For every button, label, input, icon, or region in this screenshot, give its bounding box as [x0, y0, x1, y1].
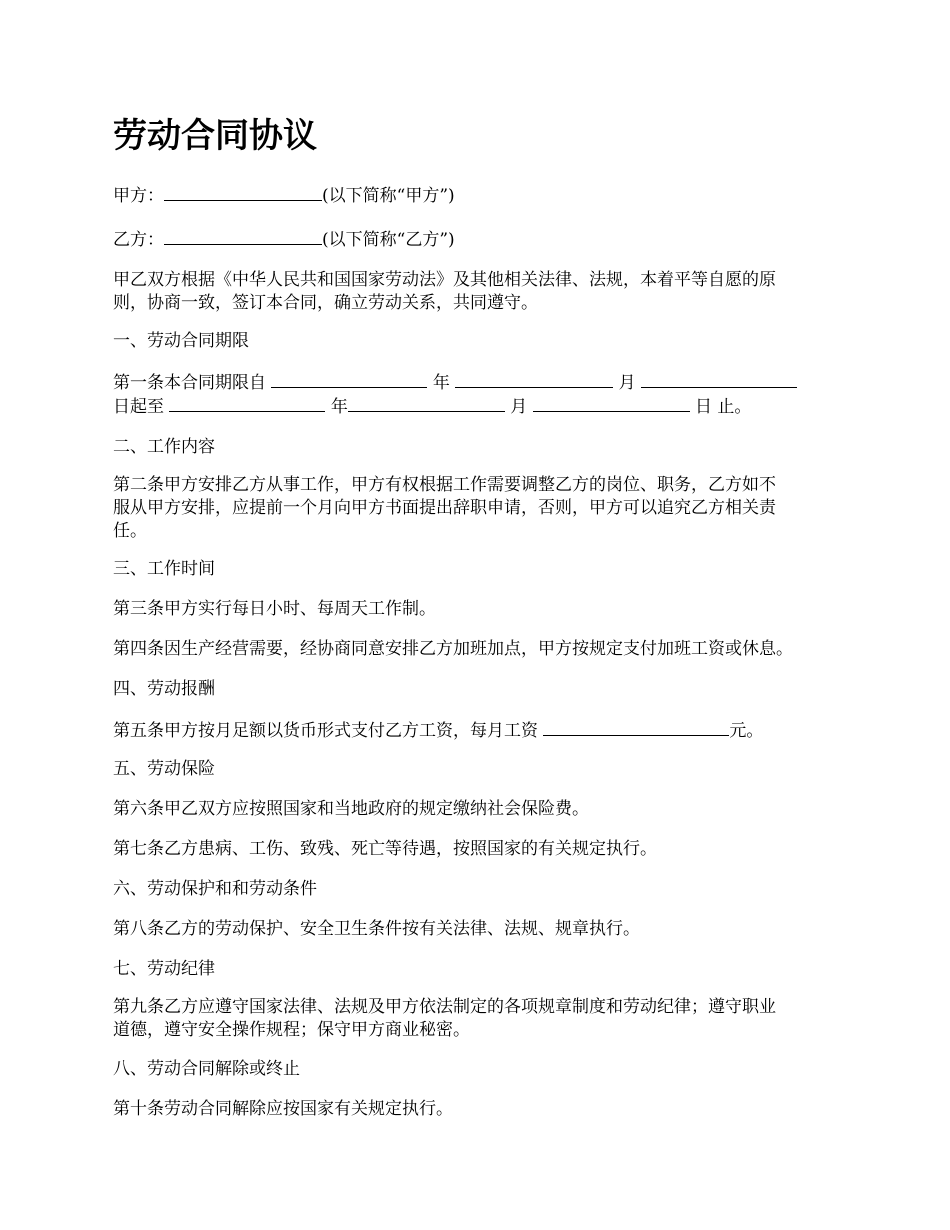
start-day-blank[interactable]: [641, 369, 797, 388]
party-b-line: [113, 226, 455, 252]
end-day-blank[interactable]: [533, 393, 690, 412]
month-label-2: 月: [510, 397, 528, 417]
day-from-label: 日起至: [113, 397, 164, 417]
article-9-line-1: 第九条乙方应遵守国家法律、法规及甲方依法制定的各项规章制度和劳动纪律；遵守职业: [113, 997, 776, 1017]
article-5: [113, 717, 763, 743]
monthly-salary-blank[interactable]: [543, 717, 729, 736]
intro-line-1: 甲乙双方根据《中华人民共和国国家劳动法》及其他相关法律、法规，本着平等自愿的原: [113, 270, 776, 290]
document-title: 劳动合同协议: [113, 116, 317, 156]
month-label: 月: [618, 373, 636, 393]
party-b-blank[interactable]: [164, 226, 322, 245]
end-year-blank[interactable]: [169, 393, 325, 412]
intro-line-2: 则，协商一致，签订本合同，确立劳动关系，共同遵守。: [113, 293, 538, 313]
article-5-suffix: 元。: [729, 721, 764, 741]
section-4-heading: 四、劳动报酬: [113, 679, 215, 699]
article-2-line-3: 任。: [113, 521, 147, 541]
article-6: 第六条甲乙双方应按照国家和当地政府的规定缴纳社会保险费。: [113, 799, 589, 819]
party-a-line: [113, 182, 455, 208]
article-8: 第八条乙方的劳动保护、安全卫生条件按有关法律、法规、规章执行。: [113, 919, 640, 939]
end-month-blank[interactable]: [348, 393, 505, 412]
section-3-heading: 三、工作时间: [113, 559, 215, 579]
year-label: 年: [432, 373, 450, 393]
section-7-heading: 七、劳动纪律: [113, 959, 215, 979]
article-1-prefix: 第一条本合同期限自: [113, 373, 266, 393]
article-2-line-1: 第二条甲方安排乙方从事工作，甲方有权根据工作需要调整乙方的岗位、职务，乙方如不: [113, 475, 776, 495]
article-1-line-2: [113, 393, 751, 419]
section-5-heading: 五、劳动保险: [113, 759, 215, 779]
party-a-blank[interactable]: [164, 182, 322, 201]
section-2-heading: 二、工作内容: [113, 437, 215, 457]
year-label-2: 年: [330, 397, 348, 417]
section-6-heading: 六、劳动保护和和劳动条件: [113, 879, 317, 899]
day-end-label: 日 止。: [695, 397, 752, 417]
article-1-line-1: [113, 369, 797, 395]
article-3: 第三条甲方实行每日小时、每周天工作制。: [113, 599, 436, 619]
article-9-line-2: 道德，遵守安全操作规程；保守甲方商业秘密。: [113, 1020, 470, 1040]
article-10: 第十条劳动合同解除应按国家有关规定执行。: [113, 1099, 453, 1119]
section-8-heading: 八、劳动合同解除或终止: [113, 1059, 300, 1079]
party-a-suffix: (以下简称“甲方”): [322, 186, 455, 206]
party-b-suffix: (以下简称“乙方”): [322, 230, 455, 250]
party-b-label: 乙方：: [113, 230, 164, 250]
article-7: 第七条乙方患病、工伤、致残、死亡等待遇，按照国家的有关规定执行。: [113, 839, 657, 859]
start-year-blank[interactable]: [271, 369, 427, 388]
section-1-heading: 一、劳动合同期限: [113, 331, 249, 351]
article-4: 第四条因生产经营需要，经协商同意安排乙方加班加点，甲方按规定支付加班工资或休息。: [113, 639, 793, 659]
article-2-line-2: 服从甲方安排，应提前一个月向甲方书面提出辞职申请，否则，甲方可以追究乙方相关责: [113, 498, 776, 518]
start-month-blank[interactable]: [455, 369, 613, 388]
party-a-label: 甲方：: [113, 186, 164, 206]
article-5-prefix: 第五条甲方按月足额以货币形式支付乙方工资，每月工资: [113, 721, 538, 741]
